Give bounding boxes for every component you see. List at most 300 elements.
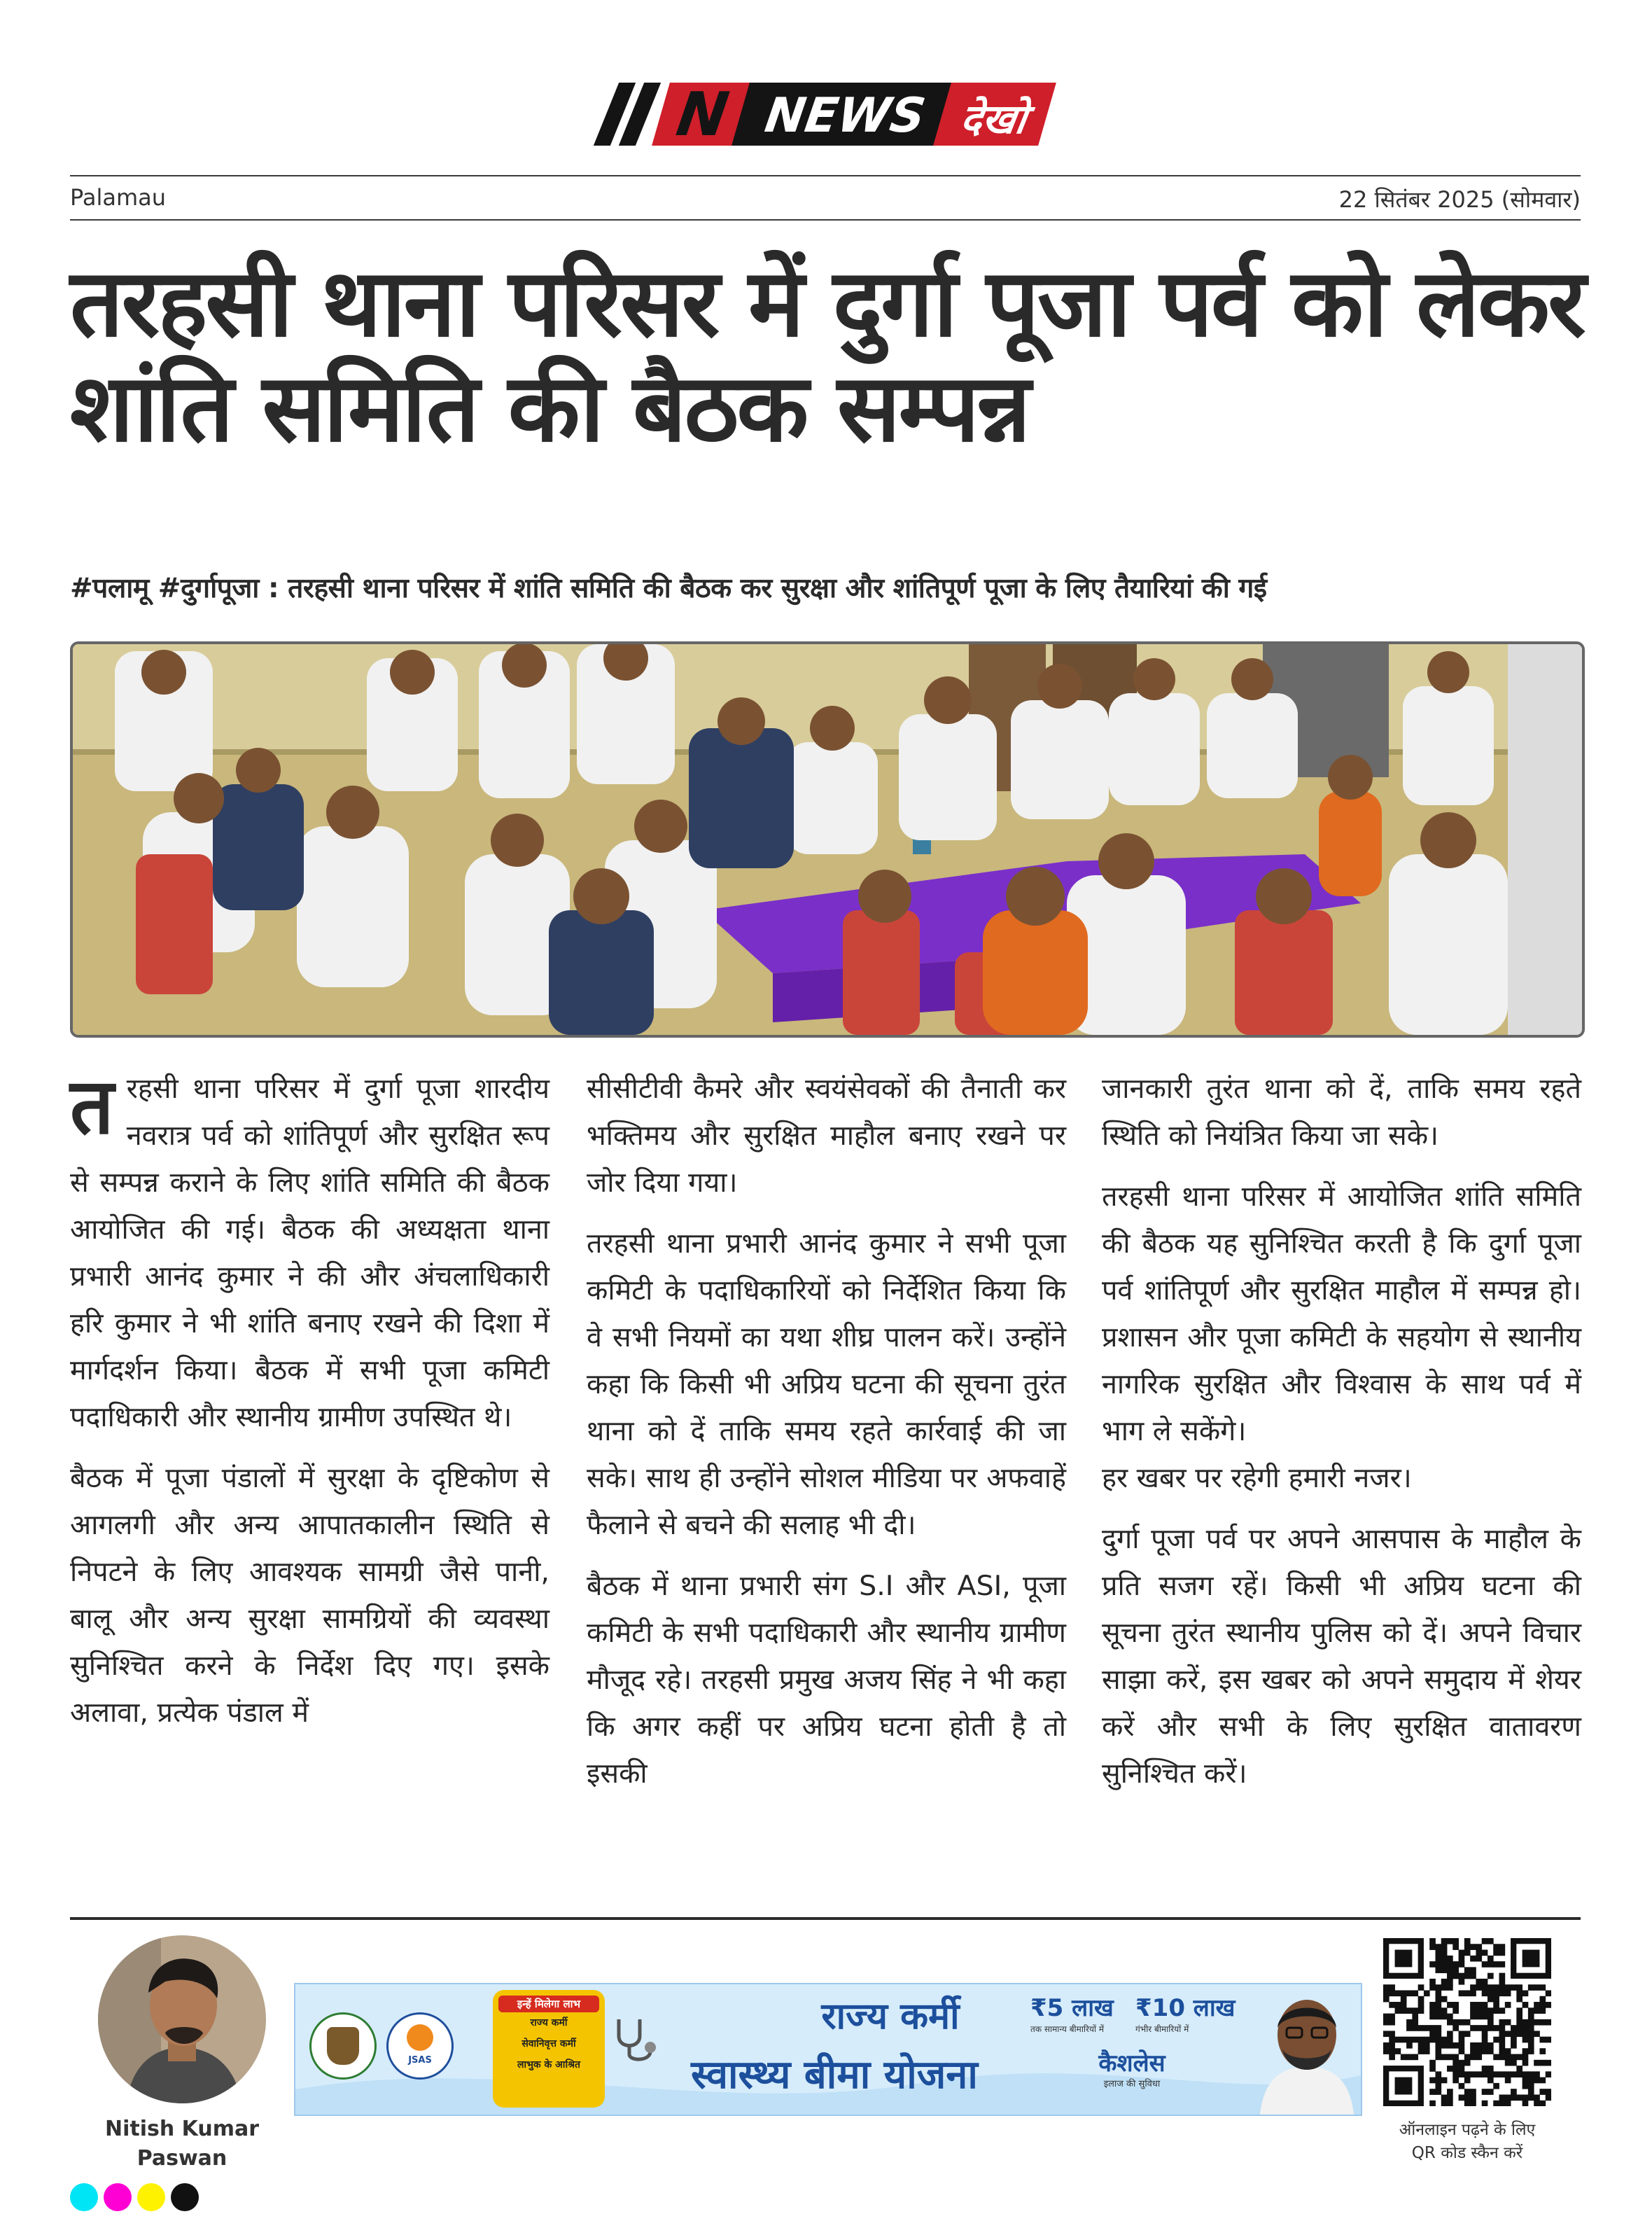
qr-module	[1511, 2060, 1517, 2066]
qr-module	[1505, 2094, 1511, 2101]
qr-module	[1516, 2019, 1522, 2026]
qr-module	[1499, 2042, 1506, 2049]
qr-module	[1459, 2019, 1465, 2026]
qr-module	[1447, 1967, 1453, 1973]
qr-module	[1482, 2042, 1488, 2049]
qr-module	[1493, 1984, 1499, 1991]
qr-module	[1476, 1944, 1482, 1950]
qr-module	[1424, 2042, 1430, 2049]
benefit-amount-critical-note: गंभीर बीमारियों में	[1135, 2024, 1189, 2034]
qr-module	[1383, 1996, 1390, 2003]
qr-module	[1406, 2037, 1413, 2043]
paragraph-text: रहसी थाना परिसर में दुर्गा पूजा शारदीय नवरात्र पर्व को शांतिपूर्ण और सुरक्षित रूप से सम्पन्न कराने के लिए शांति समिति की बैठक आयोजित की गई। बैठक की अध्यक्षता थाना प्रभारी आनंद कुमार ने की और अंचलाधिकारी हरि कुमार ने भी शांति बनाए रखने की दिशा में मार्गदर्शन किया। बैठक में सभी पूजा कमिटी पदाधिकारी और स्थानीय ग्रामीण उपस्थित थे।	[70, 1073, 550, 1433]
qr-caption-line: QR कोड स्कैन करें	[1411, 2144, 1523, 2163]
qr-module	[1522, 2083, 1529, 2089]
qr-module	[1470, 2048, 1476, 2054]
qr-module	[1505, 2054, 1511, 2061]
qr-module	[1424, 2025, 1430, 2031]
qr-module	[1522, 2031, 1529, 2037]
qr-module	[1435, 1990, 1441, 1996]
qr-module	[1488, 1938, 1494, 1944]
qr-module	[1476, 1950, 1482, 1956]
qr-module	[1493, 1990, 1499, 1996]
qr-module	[1534, 2077, 1540, 2084]
qr-module	[1516, 2025, 1522, 2031]
qr-module	[1429, 2002, 1436, 2008]
qr-module	[1435, 2007, 1441, 2014]
qr-module	[1429, 2014, 1436, 2020]
qr-module	[1389, 1984, 1395, 1991]
qr-module	[1482, 2007, 1488, 2014]
qr-module	[1406, 2007, 1413, 2014]
qr-module	[1447, 2054, 1453, 2061]
qr-module	[1505, 2019, 1511, 2026]
qr-module	[1493, 2054, 1499, 2061]
qr-module	[1539, 2007, 1546, 2014]
qr-module	[1516, 1996, 1522, 2003]
qr-module	[1435, 2037, 1441, 2043]
qr-module	[1441, 2007, 1448, 2014]
qr-module	[1447, 1973, 1453, 1979]
qr-module	[1534, 1984, 1540, 1991]
news-dekho-logo[interactable]	[606, 80, 1047, 150]
qr-module	[1389, 2037, 1395, 2043]
qr-module	[1476, 2002, 1482, 2008]
qr-module	[1522, 2054, 1529, 2061]
qr-module	[1493, 2025, 1499, 2031]
qr-module	[1406, 2042, 1413, 2049]
qr-module	[1447, 2089, 1453, 2095]
qr-module	[1459, 2031, 1465, 2037]
qr-module	[1429, 1984, 1436, 1991]
magenta-dot	[104, 2183, 132, 2211]
qr-module	[1435, 2071, 1441, 2077]
qr-module	[1464, 1950, 1471, 1956]
qr-module	[1395, 2002, 1401, 2008]
qr-module	[1464, 2019, 1471, 2026]
qr-module	[1528, 2019, 1534, 2026]
qr-module	[1539, 2019, 1546, 2026]
qr-module	[1441, 1967, 1448, 1973]
qr-module	[1493, 1950, 1499, 1956]
qr-module	[1482, 2002, 1488, 2008]
qr-module	[1482, 2037, 1488, 2043]
beneficiary-heading: इन्हें मिलेगा लाभ	[498, 1996, 599, 2012]
article-paragraph: जानकारी तुरंत थाना को दें, ताकि समय रहते स्थिति को नियंत्रित किया जा सके।	[1102, 1073, 1581, 1152]
beneficiary-item: राज्य कर्मी	[530, 2017, 568, 2028]
qr-module	[1447, 2031, 1453, 2037]
qr-module	[1447, 2002, 1453, 2008]
qr-module	[1441, 2037, 1448, 2043]
qr-module	[1441, 2101, 1448, 2106]
qr-module	[1441, 2042, 1448, 2049]
qr-module	[1412, 2054, 1418, 2061]
qr-module	[1522, 2037, 1529, 2043]
qr-module	[1389, 2031, 1395, 2037]
qr-module	[1464, 2060, 1471, 2066]
qr-module	[1459, 1961, 1465, 1968]
meta-rule	[70, 219, 1581, 221]
qr-module	[1546, 2094, 1551, 2101]
qr-module	[1476, 2014, 1482, 2020]
qr-module	[1488, 2089, 1494, 2095]
qr-module	[1452, 2071, 1459, 2077]
qr-module	[1429, 1961, 1436, 1968]
jsas-logo-icon	[386, 2012, 454, 2080]
qr-module	[1546, 2071, 1551, 2077]
qr-module	[1441, 1950, 1448, 1956]
article-paragraph: हर खबर पर रहेगी हमारी नजर।	[1102, 1462, 1412, 1494]
article-paragraph	[70, 1061, 550, 1441]
qr-module	[1464, 1944, 1471, 1950]
qr-module	[1412, 2019, 1418, 2026]
qr-module	[1505, 2060, 1511, 2066]
qr-module	[1511, 1984, 1517, 1991]
qr-module	[1441, 2077, 1448, 2084]
qr-module	[1389, 2054, 1395, 2061]
qr-module	[1459, 1973, 1465, 1979]
qr-module	[1435, 1950, 1441, 1956]
qr-module	[1470, 1967, 1476, 1973]
author-photo-illustration	[98, 1935, 266, 2103]
chief-minister-portrait	[1254, 1984, 1359, 2115]
qr-module	[1447, 2042, 1453, 2049]
qr-module	[1488, 1996, 1494, 2003]
qr-module	[1522, 2094, 1529, 2101]
qr-module	[1452, 2002, 1459, 2008]
qr-module	[1429, 2077, 1436, 2084]
qr-module	[1464, 2077, 1471, 2084]
qr-module	[1470, 2071, 1476, 2077]
qr-module	[1395, 2048, 1401, 2054]
qr-module	[1435, 2054, 1441, 2061]
qr-module	[1418, 2037, 1424, 2043]
qr-module	[1528, 2077, 1534, 2084]
qr-module	[1435, 1996, 1441, 2003]
qr-module	[1493, 1996, 1499, 2003]
qr-module	[1470, 1984, 1476, 1991]
qr-module	[1435, 1961, 1441, 1968]
qr-module	[1452, 1973, 1459, 1979]
qr-module	[1452, 1961, 1459, 1968]
yellow-dot	[137, 2183, 165, 2211]
qr-module	[1511, 2031, 1517, 2037]
qr-module	[1435, 2089, 1441, 2095]
qr-module	[1528, 2042, 1534, 2049]
qr-module	[1534, 2002, 1540, 2008]
qr-module	[1389, 2002, 1395, 2008]
article-paragraph: तरहसी थाना प्रभारी आनंद कुमार ने सभी पूजा कमिटी के पदाधिकारियों को निर्देशित किया कि वे सभी नियमों का यथा शीघ्र पालन करें। उन्होंने कहा कि किसी भी अप्रिय घटना की सूचना तुरंत थाना को दें ताकि समय रहते कार्रवाई की जा सके। साथ ही उन्होंने सोशल मीडिया पर अफवाहें फैलाने से बचने की सलाह भी दी।	[587, 1227, 1066, 1541]
qr-module	[1476, 2042, 1482, 2049]
qr-module	[1383, 1984, 1390, 1991]
qr-module	[1441, 2094, 1448, 2101]
qr-module	[1499, 2048, 1506, 2054]
qr-caption-line: ऑनलाइन पढ़ने के लिए	[1399, 2121, 1536, 2139]
qr-module	[1488, 2071, 1494, 2077]
qr-module	[1418, 2042, 1424, 2049]
qr-module	[1539, 1984, 1546, 1991]
qr-module	[1447, 2037, 1453, 2043]
qr-module	[1516, 2066, 1522, 2072]
standfirst: #पलामू #दुर्गापूजा : तरहसी थाना परिसर में शांति समिति की बैठक कर सुरक्षा और शांतिपूर्ण पूजा के लिए तैयारियां की गई	[70, 573, 1267, 604]
qr-module	[1522, 2002, 1529, 2008]
qr-module	[1522, 2060, 1529, 2066]
qr-module	[1482, 2071, 1488, 2077]
qr-module	[1452, 1944, 1459, 1950]
qr-module	[1505, 2002, 1511, 2008]
qr-module	[1470, 2007, 1476, 2014]
qr-module	[1447, 1938, 1453, 1944]
qr-module	[1516, 2054, 1522, 2061]
qr-module	[1452, 2054, 1459, 2061]
article-paragraph: बैठक में थाना प्रभारी संग S.I और ASI, पूजा कमिटी के सभी पदाधिकारी और स्थानीय ग्रामीण मौजूद रहे। तरहसी प्रमुख अजय सिंह ने भी कहा कि अगर कहीं पर अप्रिय घटना होती है तो इसकी	[587, 1570, 1066, 1790]
qr-module	[1412, 1990, 1418, 1996]
qr-module	[1516, 2007, 1522, 2014]
qr-module	[1401, 1990, 1407, 1996]
author-name-line: Paswan	[136, 2146, 227, 2171]
qr-module	[1406, 2025, 1413, 2031]
qr-module	[1447, 2066, 1453, 2072]
qr-module	[1459, 2094, 1465, 2101]
qr-module	[1464, 2094, 1471, 2101]
qr-module	[1482, 2048, 1488, 2054]
qr-module	[1488, 2077, 1494, 2084]
qr-module	[1476, 2071, 1482, 2077]
qr-module	[1435, 1967, 1441, 1973]
qr-module	[1429, 2066, 1436, 2072]
qr-module	[1412, 2037, 1418, 2043]
qr-module	[1470, 1956, 1476, 1962]
qr-module	[1539, 2101, 1546, 2106]
jharkhand-emblem-icon	[309, 2012, 377, 2080]
cashless-label: कैशलेस	[1098, 2049, 1166, 2077]
date-label: 22 सितंबर 2025 (सोमवार)	[1338, 186, 1581, 213]
qr-module	[1482, 1984, 1488, 1991]
qr-module	[1528, 2089, 1534, 2095]
qr-module	[1476, 1979, 1482, 1985]
qr-module	[1470, 1944, 1476, 1950]
qr-module	[1418, 1996, 1424, 2003]
qr-module	[1528, 2071, 1534, 2077]
qr-module	[1528, 2094, 1534, 2101]
qr-module	[1534, 2007, 1540, 2014]
qr-module	[1470, 2094, 1476, 2101]
qr-module	[1447, 2019, 1453, 2026]
qr-module	[1418, 2048, 1424, 2054]
qr-module	[1505, 1990, 1511, 1996]
qr-module	[1539, 1996, 1546, 2003]
qr-module	[1528, 2025, 1534, 2031]
qr-module	[1418, 2025, 1424, 2031]
qr-module	[1395, 2037, 1401, 2043]
qr-module	[1441, 1938, 1448, 1944]
qr-module	[1429, 1944, 1436, 1950]
jsas-label: JSAS	[408, 2055, 432, 2066]
qr-module	[1499, 2094, 1506, 2101]
qr-module	[1534, 2031, 1540, 2037]
qr-module	[1511, 2089, 1517, 2095]
qr-module	[1435, 2002, 1441, 2008]
qr-module	[1470, 2101, 1476, 2106]
qr-module	[1470, 1990, 1476, 1996]
qr-module	[1482, 2089, 1488, 2095]
qr-module	[1459, 2060, 1465, 2066]
qr-module	[1435, 2083, 1441, 2089]
qr-module	[1539, 2048, 1546, 2054]
cashless-note: इलाज की सुविधा	[1103, 2079, 1161, 2089]
qr-module	[1464, 2101, 1471, 2106]
black-dot	[171, 2183, 199, 2211]
qr-module	[1389, 2019, 1395, 2026]
qr-module	[1435, 2048, 1441, 2054]
qr-module	[1464, 1973, 1471, 1979]
qr-module	[1493, 1961, 1499, 1968]
qr-module	[1499, 2025, 1506, 2031]
qr-module	[1418, 1984, 1424, 1991]
qr-module	[1406, 2019, 1413, 2026]
qr-module	[1418, 2007, 1424, 2014]
qr-module	[1459, 2083, 1465, 2089]
qr-module	[1383, 2014, 1390, 2020]
qr-code[interactable]	[1383, 1938, 1551, 2106]
qr-module	[1493, 2002, 1499, 2008]
qr-module	[1412, 2025, 1418, 2031]
qr-module	[1452, 2077, 1459, 2084]
article-column-3	[1102, 1066, 1581, 1811]
qr-module	[1459, 2042, 1465, 2049]
author-name	[84, 2115, 280, 2173]
qr-finder-pattern	[1395, 2077, 1413, 2095]
qr-module	[1499, 2054, 1506, 2061]
benefit-amount-general: ₹5 लाख	[1030, 1994, 1114, 2022]
qr-module	[1452, 1938, 1459, 1944]
qr-module	[1452, 2060, 1459, 2066]
qr-module	[1441, 1961, 1448, 1968]
qr-module	[1546, 2089, 1551, 2095]
qr-module	[1429, 2101, 1436, 2106]
qr-module	[1441, 2054, 1448, 2061]
qr-module	[1429, 1979, 1436, 1985]
qr-module	[1429, 1938, 1436, 1944]
qr-module	[1464, 2054, 1471, 2061]
qr-module	[1447, 2094, 1453, 2101]
qr-module	[1539, 2002, 1546, 2008]
logo-letter: N	[672, 80, 734, 150]
logo-word: NEWS	[761, 88, 929, 144]
qr-module	[1488, 2014, 1494, 2020]
qr-module	[1383, 1990, 1390, 1996]
qr-module	[1424, 2048, 1430, 2054]
article-column-1	[70, 1061, 550, 1750]
qr-module	[1522, 2101, 1529, 2106]
qr-module	[1459, 1956, 1465, 1962]
qr-module	[1499, 2007, 1506, 2014]
qr-module	[1488, 1973, 1494, 1979]
qr-module	[1383, 2042, 1390, 2049]
qr-module	[1406, 2054, 1413, 2061]
qr-module	[1482, 2101, 1488, 2106]
qr-module	[1528, 2007, 1534, 2014]
qr-module	[1499, 1984, 1506, 1991]
qr-module	[1505, 2048, 1511, 2054]
qr-module	[1459, 1990, 1465, 1996]
qr-module	[1412, 2014, 1418, 2020]
qr-module	[1534, 2094, 1540, 2101]
qr-module	[1482, 1950, 1488, 1956]
qr-module	[1464, 1967, 1471, 1973]
qr-module	[1447, 1961, 1453, 1968]
qr-module	[1401, 2007, 1407, 2014]
qr-module	[1476, 1984, 1482, 1991]
qr-module	[1522, 2025, 1529, 2031]
ad-banner-health-insurance[interactable]	[294, 1983, 1362, 2116]
qr-module	[1435, 2031, 1441, 2037]
qr-module	[1528, 2048, 1534, 2054]
qr-module	[1505, 1984, 1511, 1991]
article-paragraph: सीसीटीवी कैमरे और स्वयंसेवकों की तैनाती कर भक्तिमय और सुरक्षित माहौल बनाए रखने पर जोर दिया गया।	[587, 1073, 1066, 1199]
qr-module	[1464, 1990, 1471, 1996]
qr-module	[1493, 1944, 1499, 1950]
qr-module	[1534, 2019, 1540, 2026]
qr-module	[1383, 2048, 1390, 2054]
beneficiary-item: लाभुक के आश्रित	[517, 2059, 581, 2070]
qr-module	[1488, 2025, 1494, 2031]
qr-module	[1476, 2025, 1482, 2031]
qr-module	[1389, 1990, 1395, 1996]
qr-module	[1499, 1973, 1506, 1979]
article-column-2	[587, 1066, 1066, 1811]
qr-module	[1447, 2014, 1453, 2020]
qr-module	[1476, 1956, 1482, 1962]
qr-module	[1516, 2094, 1522, 2101]
qr-module	[1499, 2037, 1506, 2043]
top-rule	[70, 175, 1581, 176]
qr-module	[1447, 1979, 1453, 1985]
qr-module	[1435, 2014, 1441, 2020]
qr-module	[1424, 2037, 1430, 2043]
qr-module	[1476, 2048, 1482, 2054]
qr-module	[1429, 2037, 1436, 2043]
qr-module	[1488, 2007, 1494, 2014]
cyan-dot	[70, 2183, 98, 2211]
qr-module	[1482, 1979, 1488, 1985]
beneficiary-item: सेवानिवृत्त कर्मी	[522, 2038, 576, 2049]
qr-module	[1470, 1973, 1476, 1979]
qr-module	[1516, 2071, 1522, 2077]
qr-module	[1488, 2042, 1494, 2049]
qr-module	[1482, 2066, 1488, 2072]
qr-module	[1488, 2066, 1494, 2072]
qr-module	[1499, 2101, 1506, 2106]
qr-module	[1464, 2089, 1471, 2095]
qr-module	[1488, 2048, 1494, 2054]
qr-module	[1528, 1984, 1534, 1991]
qr-module	[1522, 2019, 1529, 2026]
meeting-photo-illustration	[73, 644, 1582, 1035]
qr-module	[1395, 1990, 1401, 1996]
qr-module	[1482, 1961, 1488, 1968]
qr-module	[1511, 2025, 1517, 2031]
qr-module	[1459, 2048, 1465, 2054]
qr-module	[1470, 2054, 1476, 2061]
qr-module	[1546, 2019, 1551, 2026]
qr-module	[1429, 2031, 1436, 2037]
qr-module	[1459, 2066, 1465, 2072]
qr-module	[1452, 2066, 1459, 2072]
qr-module	[1511, 2054, 1517, 2061]
qr-module	[1441, 1956, 1448, 1962]
qr-module	[1528, 2037, 1534, 2043]
